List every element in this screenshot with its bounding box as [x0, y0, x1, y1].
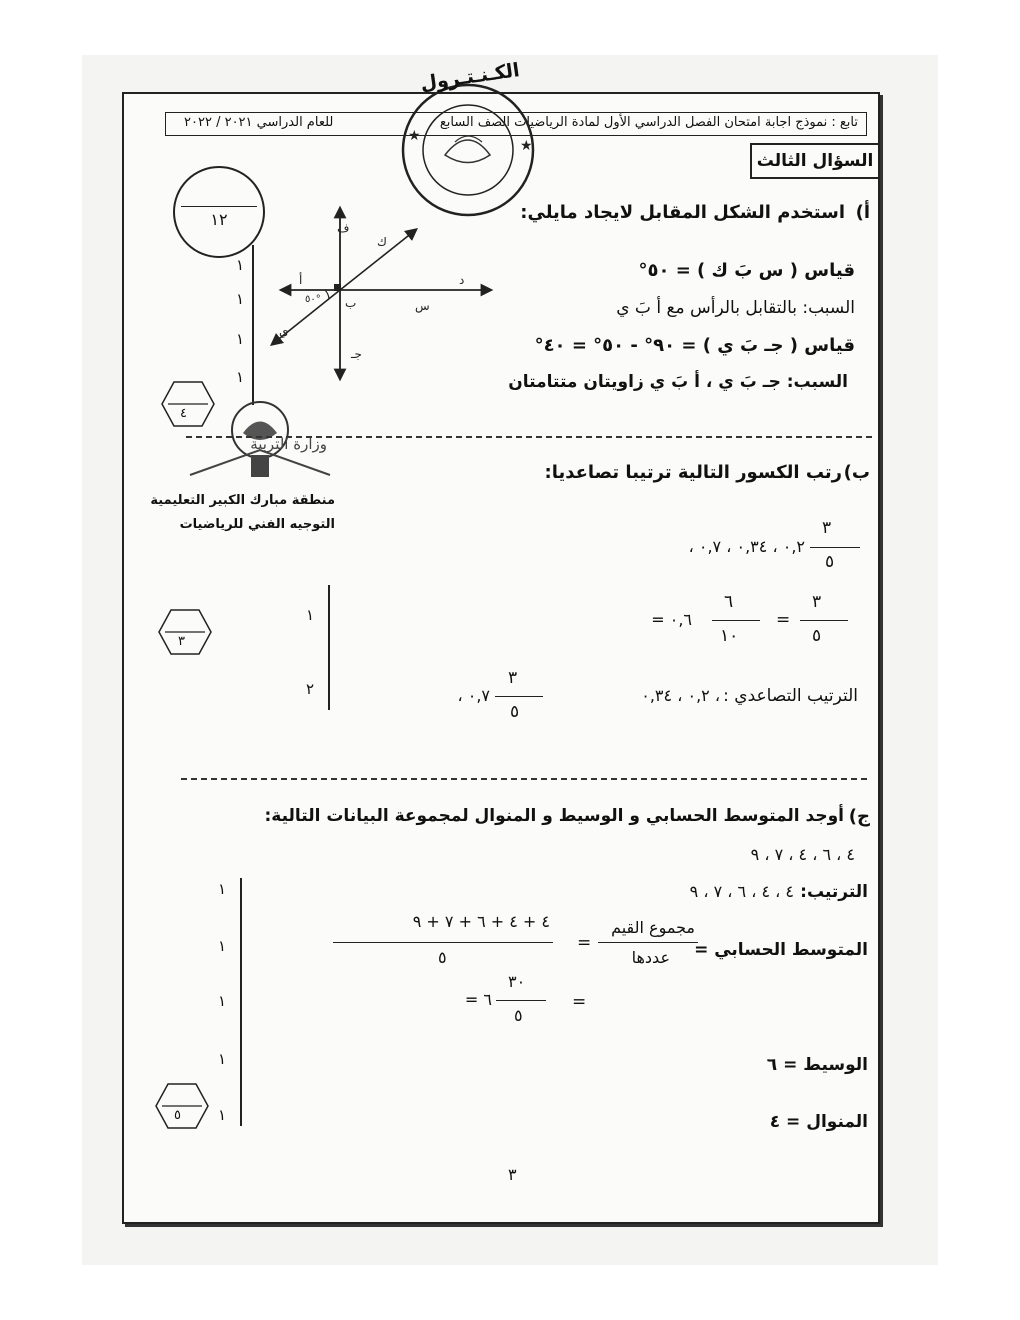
part-c-title: أوجد المتوسط الحسابي و الوسيط و المنوال لمجموعة البيانات التالية: — [264, 806, 844, 826]
sorted-label: الترتيب: — [800, 882, 868, 902]
label-b: ب — [345, 296, 357, 310]
part-a-line1: قياس ( س بَ ك ) = ٥٠° — [638, 260, 855, 281]
given-frac-num: ٣ — [822, 518, 832, 538]
label-angle: ٥٠° — [305, 294, 321, 305]
header-year: للعام الدراسي ٢٠٢١ / ٢٠٢٢ — [184, 115, 334, 130]
score-hexagon-c — [154, 1082, 210, 1130]
mean-frac-num: مجموع القيم — [611, 918, 695, 937]
label-d: د — [459, 273, 465, 287]
marks-line-a — [252, 245, 254, 405]
order-last: ، ٠,٧ — [457, 686, 490, 705]
marks-line-c — [240, 878, 242, 1126]
separator-2 — [181, 778, 867, 780]
label-s: س — [415, 299, 430, 313]
header-right-text: تابع : نموذج اجابة امتحان الفصل الدراسي الأول لمادة الرياضيات الصف السابع — [439, 115, 858, 130]
mark-a-3: ١ — [236, 330, 245, 348]
part-a-title: استخدم الشكل المقابل لايجاد مايلي: — [520, 202, 845, 223]
order-label: الترتيب التصاعدي : — [723, 686, 858, 706]
mark-c-5: ١ — [218, 1106, 227, 1124]
svg-text:★: ★ — [408, 128, 421, 144]
score-c: ٥ — [174, 1108, 181, 1123]
median: الوسيط = ٦ — [766, 1055, 868, 1075]
given-frac-den: ٥ — [825, 552, 835, 572]
part-b-title: رتب الكسور التالية ترتيبا تصاعديا: — [544, 462, 842, 483]
marks-line-b — [328, 585, 330, 710]
logo-line2: منطقة مبارك الكبير التعليمية — [150, 493, 335, 508]
stamp-seal-icon — [390, 70, 550, 220]
order-frac-num: ٣ — [508, 668, 518, 688]
label-a: أ — [299, 273, 303, 287]
order-values: ٠,٢ ، ٠,٣٤ ، — [641, 686, 720, 705]
sorted-values: ٤ ، ٤ ، ٦ ، ٧ ، ٩ — [689, 882, 794, 901]
part-a-line4: السبب: جـ بَ ي ، أ بَ ي زاويتان متتامتان — [508, 372, 848, 392]
given-rest: ، ٠,٢ ، ٠,٣٤ ، ٠,٧ — [688, 537, 805, 556]
label-k: ك — [377, 235, 387, 249]
separator-1 — [186, 436, 872, 438]
mean-result: = ٦ — [464, 990, 492, 1009]
part-c-data: ٤ ، ٦ ، ٤ ، ٧ ، ٩ — [750, 845, 855, 864]
mark-c-1: ١ — [218, 880, 227, 898]
conv-frac2-num: ٦ — [724, 592, 734, 612]
score-b: ٣ — [178, 634, 185, 649]
part-a-line2: السبب: بالتقابل بالرأس مع أ بَ ي — [616, 298, 855, 318]
mode: المنوال = ٤ — [769, 1112, 868, 1132]
mark-c-2: ١ — [218, 937, 227, 955]
logo-line1: وزارة التربية — [250, 435, 327, 453]
mark-b-2: ٢ — [306, 680, 315, 698]
mark-a-4: ١ — [236, 368, 245, 386]
question-title: السؤال الثالث — [750, 143, 880, 179]
result-frac-num: ٣٠ — [508, 972, 526, 991]
svg-text:★: ★ — [520, 138, 533, 154]
mark-c-3: ١ — [218, 992, 227, 1010]
total-score: ١٢ — [210, 210, 228, 229]
score-a: ٤ — [180, 406, 187, 421]
conv-frac2-den: ١٠ — [720, 626, 739, 646]
conv-frac1-num: ٣ — [812, 592, 822, 612]
logo-line3: التوجيه الفني للرياضيات — [179, 517, 335, 532]
sum-frac-den: ٥ — [438, 948, 447, 967]
part-b-label: ب) — [843, 462, 870, 483]
conv-frac1-den: ٥ — [812, 626, 822, 646]
conv-result: = ٠,٦ — [651, 610, 692, 629]
part-a-line3: قياس ( جـ بَ ي ) = ٩٠° - ٥٠° = ٤٠° — [534, 335, 855, 356]
score-hexagon-b — [157, 608, 213, 656]
mean-frac-den: عددها — [631, 948, 670, 967]
label-f: ف — [337, 221, 350, 235]
mark-a-2: ١ — [236, 290, 245, 308]
page-number: ٣ — [508, 1165, 517, 1184]
ministry-logo — [150, 395, 335, 545]
mean-label: المتوسط الحسابي = — [694, 940, 868, 960]
sum-frac-num: ٤ + ٤ + ٦ + ٧ + ٩ — [412, 912, 550, 931]
angle-figure — [265, 210, 495, 380]
mark-b-1: ١ — [306, 606, 315, 624]
result-frac-den: ٥ — [514, 1006, 523, 1025]
mark-a-1: ١ — [236, 256, 245, 274]
part-c-label: ج) — [848, 806, 870, 827]
stamp-title: الكـنـتـرول — [418, 59, 521, 95]
mark-c-4: ١ — [218, 1050, 227, 1068]
label-j: جـ — [351, 347, 362, 361]
control-stamp — [390, 59, 550, 220]
label-y: ي — [279, 324, 289, 338]
part-a-label: أ) — [855, 202, 870, 223]
order-frac-den: ٥ — [510, 702, 520, 722]
